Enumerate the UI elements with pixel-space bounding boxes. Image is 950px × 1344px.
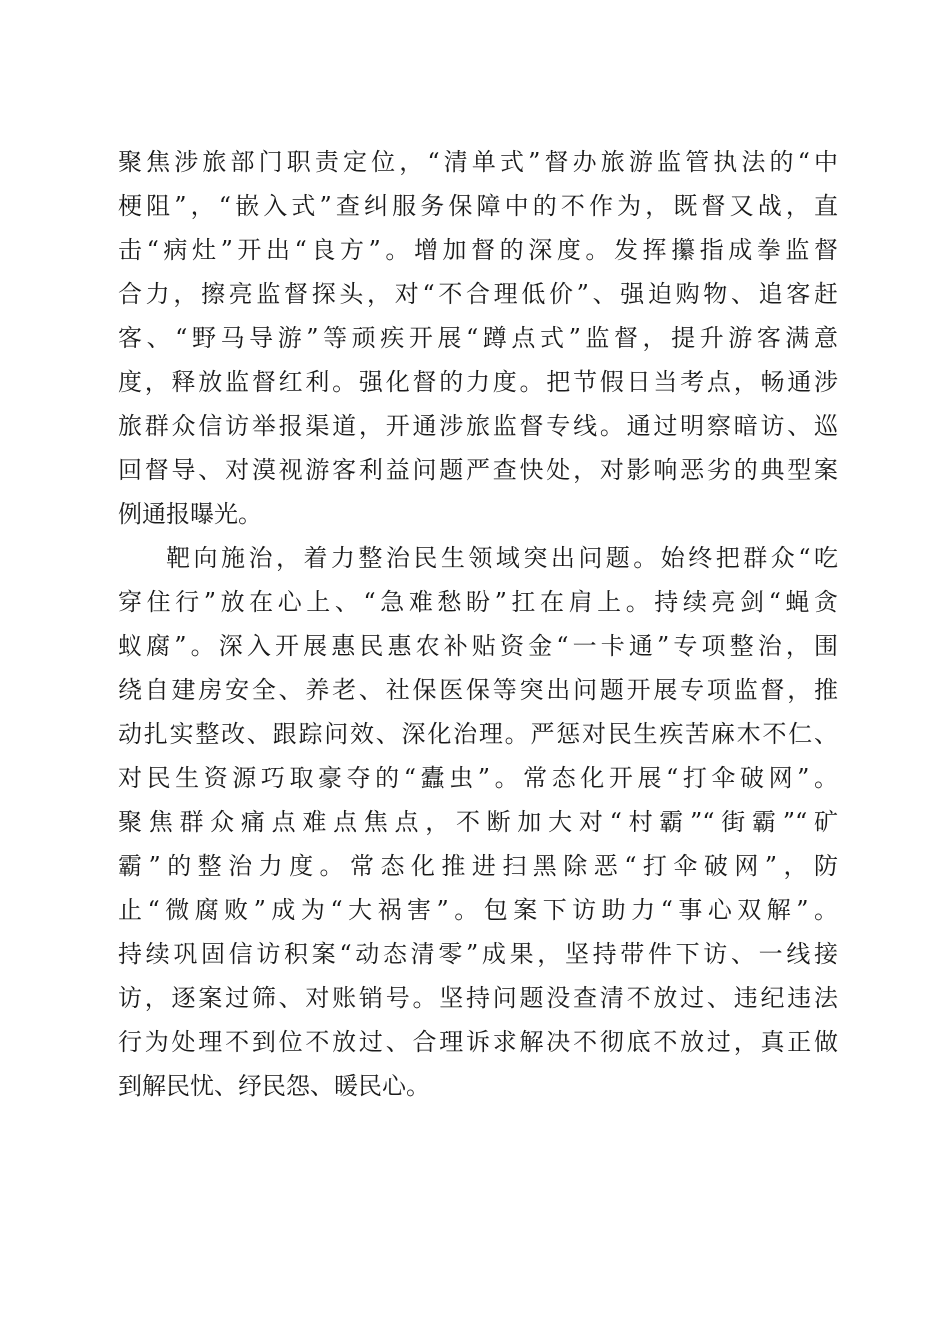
paragraph-1-line-4: 合力，擦亮监督探头，对“不合理低价”、强迫购物、追客赶 [118, 280, 838, 308]
paragraph-2-line-3: 蚁腐”。深入开展惠民惠农补贴资金“一卡通”专项整治，围 [118, 632, 838, 660]
paragraph-1-line-2: 梗阻”，“嵌入式”查纠服务保障中的不作为，既督又战，直 [118, 192, 838, 220]
paragraph-1-line-8: 回督导、对漠视游客利益问题严查快处，对影响恶劣的典型案 [118, 456, 838, 484]
paragraph-2-line-10: 持续巩固信访积案“动态清零”成果，坚持带件下访、一线接 [118, 940, 838, 968]
paragraph-2-line-5: 动扎实整改、跟踪问效、深化治理。严惩对民生疾苦麻木不仁、 [118, 720, 838, 748]
document-body [118, 140, 838, 1108]
paragraph-1-line-5: 客、“野马导游”等顽疾开展“蹲点式”监督，提升游客满意 [118, 324, 838, 352]
paragraph-1-line-7: 旅群众信访举报渠道，开通涉旅监督专线。通过明察暗访、巡 [118, 412, 838, 440]
paragraph-2-line-1: 靶向施治，着力整治民生领域突出问题。始终把群众“吃 [166, 544, 838, 572]
paragraph-2-line-8: 霸”的整治力度。常态化推进扫黑除恶“打伞破网”，防 [118, 852, 838, 880]
paragraph-1-line-9: 例通报曝光。 [118, 500, 262, 528]
paragraph-1-line-3: 击“病灶”开出“良方”。增加督的深度。发挥攥指成拳监督 [118, 236, 838, 264]
paragraph-2-line-12: 行为处理不到位不放过、合理诉求解决不彻底不放过，真正做 [118, 1028, 838, 1056]
paragraph-2-line-6: 对民生资源巧取豪夺的“蠹虫”。常态化开展“打伞破网”。 [118, 764, 838, 792]
paragraph-1-line-1: 聚焦涉旅部门职责定位，“清单式”督办旅游监管执法的“中 [118, 148, 838, 176]
paragraph-2-line-4: 绕自建房安全、养老、社保医保等突出问题开展专项监督，推 [118, 676, 838, 704]
paragraph-2-line-7: 聚焦群众痛点难点焦点，不断加大对“村霸”“街霸”“矿 [118, 808, 838, 836]
paragraph-2-line-11: 访，逐案过筛、对账销号。坚持问题没查清不放过、违纪违法 [118, 984, 838, 1012]
paragraph-1-line-6: 度，释放监督红利。强化督的力度。把节假日当考点，畅通涉 [118, 368, 838, 396]
paragraph-2-line-2: 穿住行”放在心上、“急难愁盼”扛在肩上。持续亮剑“蝇贪 [118, 588, 838, 616]
paragraph-2-line-9: 止“微腐败”成为“大祸害”。包案下访助力“事心双解”。 [118, 896, 838, 924]
paragraph-2-line-13: 到解民忧、纾民怨、暖民心。 [118, 1072, 430, 1100]
